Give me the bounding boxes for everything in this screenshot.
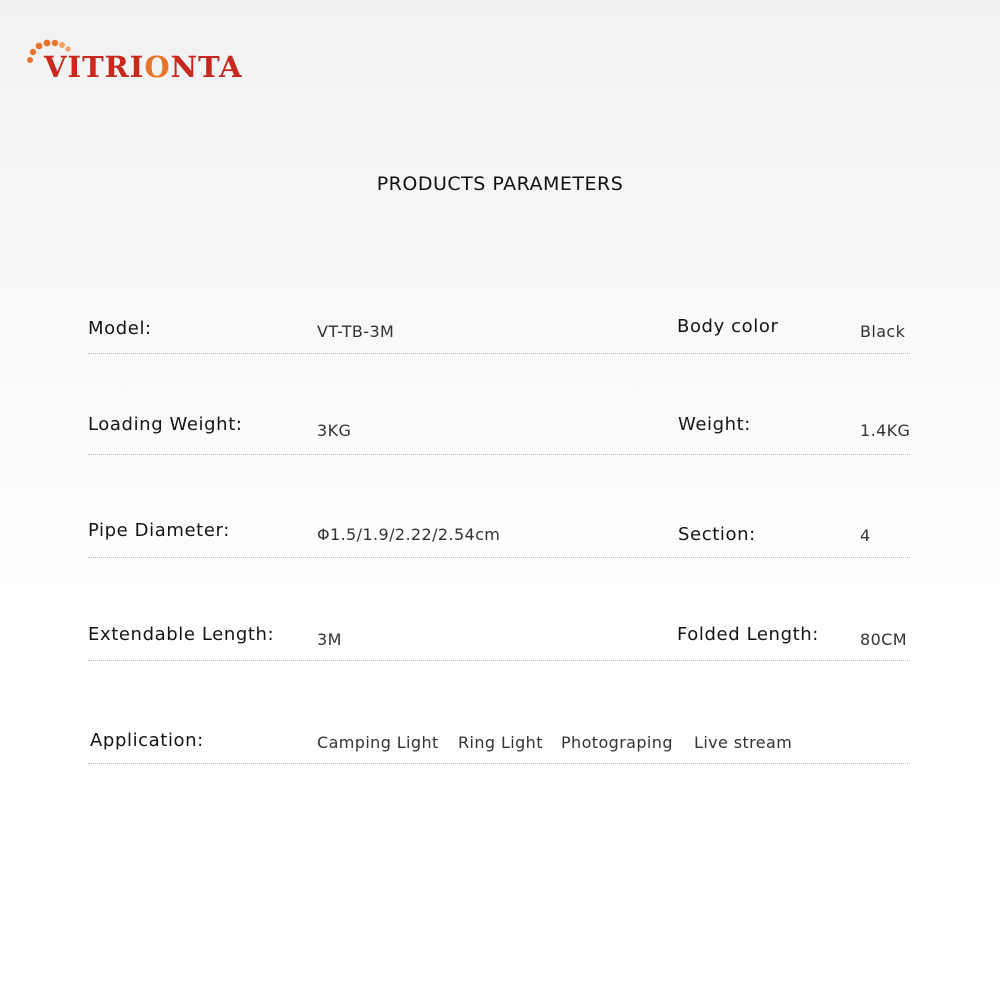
param-value: VT-TB-3M: [317, 322, 395, 341]
application-item: Ring Light: [458, 733, 543, 752]
param-label: Extendable Length:: [88, 624, 275, 645]
param-row-application: [88, 723, 910, 764]
param-value: 80CM: [860, 630, 907, 649]
param-label: Pipe Diameter:: [88, 520, 230, 541]
param-label: Model:: [88, 318, 152, 339]
param-label: Loading Weight:: [88, 414, 243, 435]
param-label: Body color: [677, 316, 779, 337]
brand-logo: [24, 38, 284, 88]
application-item: Photograping: [561, 733, 673, 752]
param-label: Folded Length:: [677, 624, 819, 645]
param-row-model: [88, 313, 910, 354]
param-row-loading-weight: [88, 414, 910, 455]
param-value: 1.4KG: [860, 421, 911, 440]
application-item: Camping Light: [317, 733, 439, 752]
logo-wordmark: VITRIONTA: [44, 50, 243, 84]
param-value: 3M: [317, 630, 342, 649]
param-row-pipe-diameter: [88, 517, 910, 558]
param-value: Φ1.5/1.9/2.22/2.54cm: [317, 525, 501, 544]
param-row-extendable-length: [88, 620, 910, 661]
param-label: Weight:: [678, 414, 751, 435]
param-value: 4: [860, 526, 871, 545]
param-value: Black: [860, 322, 906, 341]
param-label: Application:: [90, 730, 204, 751]
param-label: Section:: [678, 524, 756, 545]
param-value: 3KG: [317, 421, 352, 440]
page-title: PRODUCTS PARAMETERS: [376, 173, 624, 195]
application-item: Live stream: [694, 733, 793, 752]
